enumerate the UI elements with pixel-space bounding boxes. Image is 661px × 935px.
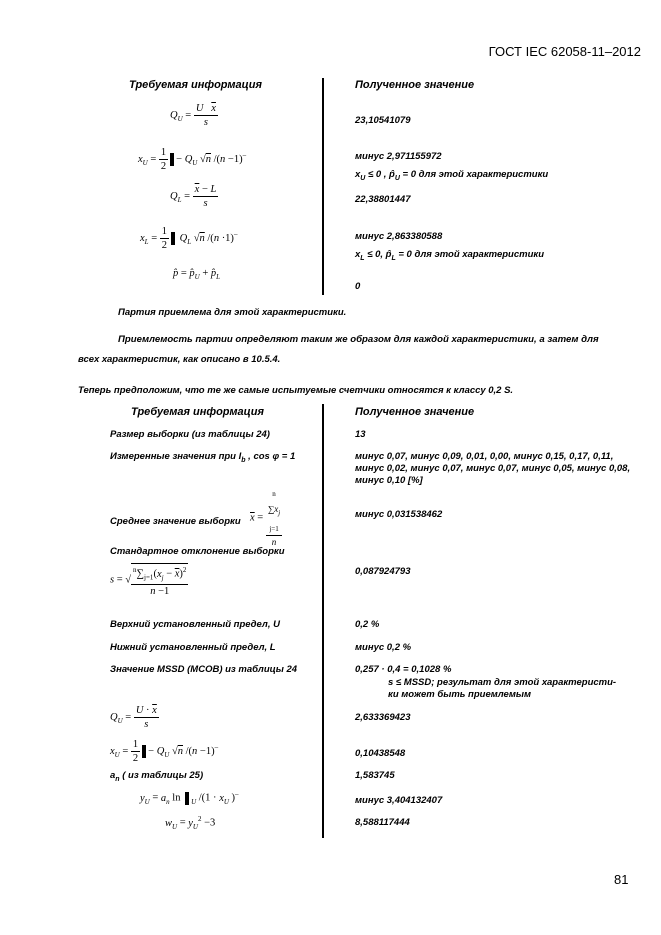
value-xu: минус 2,971155972 — [355, 151, 442, 162]
value-qu: 23,10541079 — [355, 115, 411, 126]
formula-mean: $\overline{x}$ = $^n$ $\sum x_j$ $_{j=1}$ n — [250, 490, 281, 547]
value-lower-limit: минус 0,2 % — [355, 642, 412, 653]
formula-ql: $Q_L$ = $\frac{\overline{x} - L}{s}$ — [170, 184, 217, 209]
value-xu-2: 0,10438548 — [355, 748, 406, 759]
note-mssd-line1: s ≤ MSSD; результат для этой характеристи- — [388, 677, 617, 688]
label-measured-text: Измеренные значения при I — [110, 451, 242, 462]
table2-header-right: Полученное значение — [355, 406, 475, 418]
note-xl-sub: L — [360, 254, 365, 262]
note-xl-sub2: L — [391, 254, 396, 262]
value-an: 1,583745 — [355, 770, 395, 781]
paragraph-acceptability-line2: всех характеристик, как описано в 10.5.4. — [78, 354, 281, 365]
note-xl-var: x — [355, 249, 361, 260]
paragraph-lot-acceptable: Партия приемлема для этой характеристики. — [118, 307, 347, 318]
label-upper-limit: Верхний установленный предел, U — [110, 619, 280, 630]
paragraph-acceptability-line1: Приемлемость партии определяют таким же образом для каждой характеристики, а затем для — [118, 334, 599, 345]
label-an — [110, 770, 203, 783]
formula-xl: $x_L$ = $\frac{1}{2}$ $Q_L$ √n /(n ·1)– — [140, 226, 238, 251]
table1-header-left: Требуемая информация — [129, 79, 262, 91]
formula-qu: $Q_U$ = $\frac{U \overline{x}}{s}$ — [170, 103, 216, 128]
table2-header-left: Требуемая информация — [131, 406, 264, 418]
note-xu — [355, 169, 548, 182]
formula-xu-2: $x_U$ = $\frac{1}{2}$ − $Q_U$ √n /(n −1)– — [110, 739, 219, 764]
label-an-var: a — [110, 770, 116, 781]
label-measured-tail: , cos φ = 1 — [245, 451, 296, 462]
value-sample-size: 13 — [355, 429, 366, 440]
label-measured-sub: b — [241, 456, 246, 464]
formula-stddev: s = √ $\frac{^n\sum_{j=1}(x_j - \overline{x})^2}{n -1}$ — [110, 563, 188, 598]
value-ql: 22,38801447 — [355, 194, 411, 205]
value-mssd: 0,257 · 0,4 = 0,1028 % — [355, 664, 452, 675]
page-number: 81 — [614, 872, 629, 887]
value-p: 0 — [355, 281, 361, 292]
value-upper-limit: 0,2 % — [355, 619, 380, 630]
value-qu-2: 2,633369423 — [355, 712, 411, 723]
label-sample-size: Размер выборки (из таблицы 24) — [110, 429, 270, 440]
note-mssd-line2: ки может быть приемлемым — [388, 689, 532, 700]
note-xl-tail: = 0 для этой характеристики — [395, 249, 544, 260]
column-divider — [322, 404, 324, 838]
label-measured — [110, 451, 295, 464]
note-xu-rest: ≤ 0 , p̂ — [365, 169, 395, 180]
label-stddev: Стандартное отклонение выборки — [110, 546, 285, 557]
document-id: ГОСТ IEC 62058-11–2012 — [488, 44, 641, 59]
label-mean: Среднее значение выборки — [110, 516, 241, 527]
formula-wu: $w_U = y_U^2 -3$ — [165, 815, 216, 831]
value-stddev: 0,087924793 — [355, 566, 411, 577]
label-lower-limit: Нижний установленный предел, L — [110, 642, 276, 653]
note-xu-sub2: U — [394, 174, 400, 182]
column-divider — [322, 78, 324, 295]
note-xl-rest: ≤ 0, p̂ — [364, 249, 392, 260]
formula-yu: $y_U = a_n$ ln $_U$ $/(1 \cdot x_U$ )– — [140, 790, 239, 806]
value-yu: минус 3,404132407 — [355, 795, 443, 806]
note-xu-var: x — [355, 169, 361, 180]
formula-p: p̂ = $p̂_U$ + $p̂_L$ — [173, 268, 221, 282]
note-xu-tail: = 0 для этой характеристики — [399, 169, 549, 180]
value-mean: минус 0,031538462 — [355, 509, 443, 520]
note-xl — [355, 249, 544, 262]
table1-header-right: Полученное значение — [355, 79, 475, 91]
formula-qu-2: $Q_U$ = $\frac{U \cdot \overline{x}}{s}$ — [110, 705, 157, 730]
formula-xu: $x_U$ = $\frac{1}{2}$ − $Q_U$ √n /(n −1)– — [138, 147, 247, 172]
value-xl: минус 2,863380588 — [355, 231, 443, 242]
label-an-tail: ( из таблицы 25) — [119, 770, 204, 781]
value-wu: 8,588117444 — [355, 817, 410, 828]
paragraph-class-assumption: Теперь предположим, что те же самые испытуемые счетчики относятся к классу 0,2 S. — [78, 385, 514, 396]
label-an-sub: n — [115, 775, 120, 783]
note-xu-sub: U — [360, 174, 366, 182]
label-mssd: Значение MSSD (МСОВ) из таблицы 24 — [110, 664, 298, 675]
value-measured: минус 0,07, минус 0,09, 0,01, 0,00, минус 0,15, 0,17, 0,11, минус 0,02, минус 0,07, минус 0,07, минус 0,05, минус 0,08, минус 0,10 [%] — [355, 451, 631, 486]
